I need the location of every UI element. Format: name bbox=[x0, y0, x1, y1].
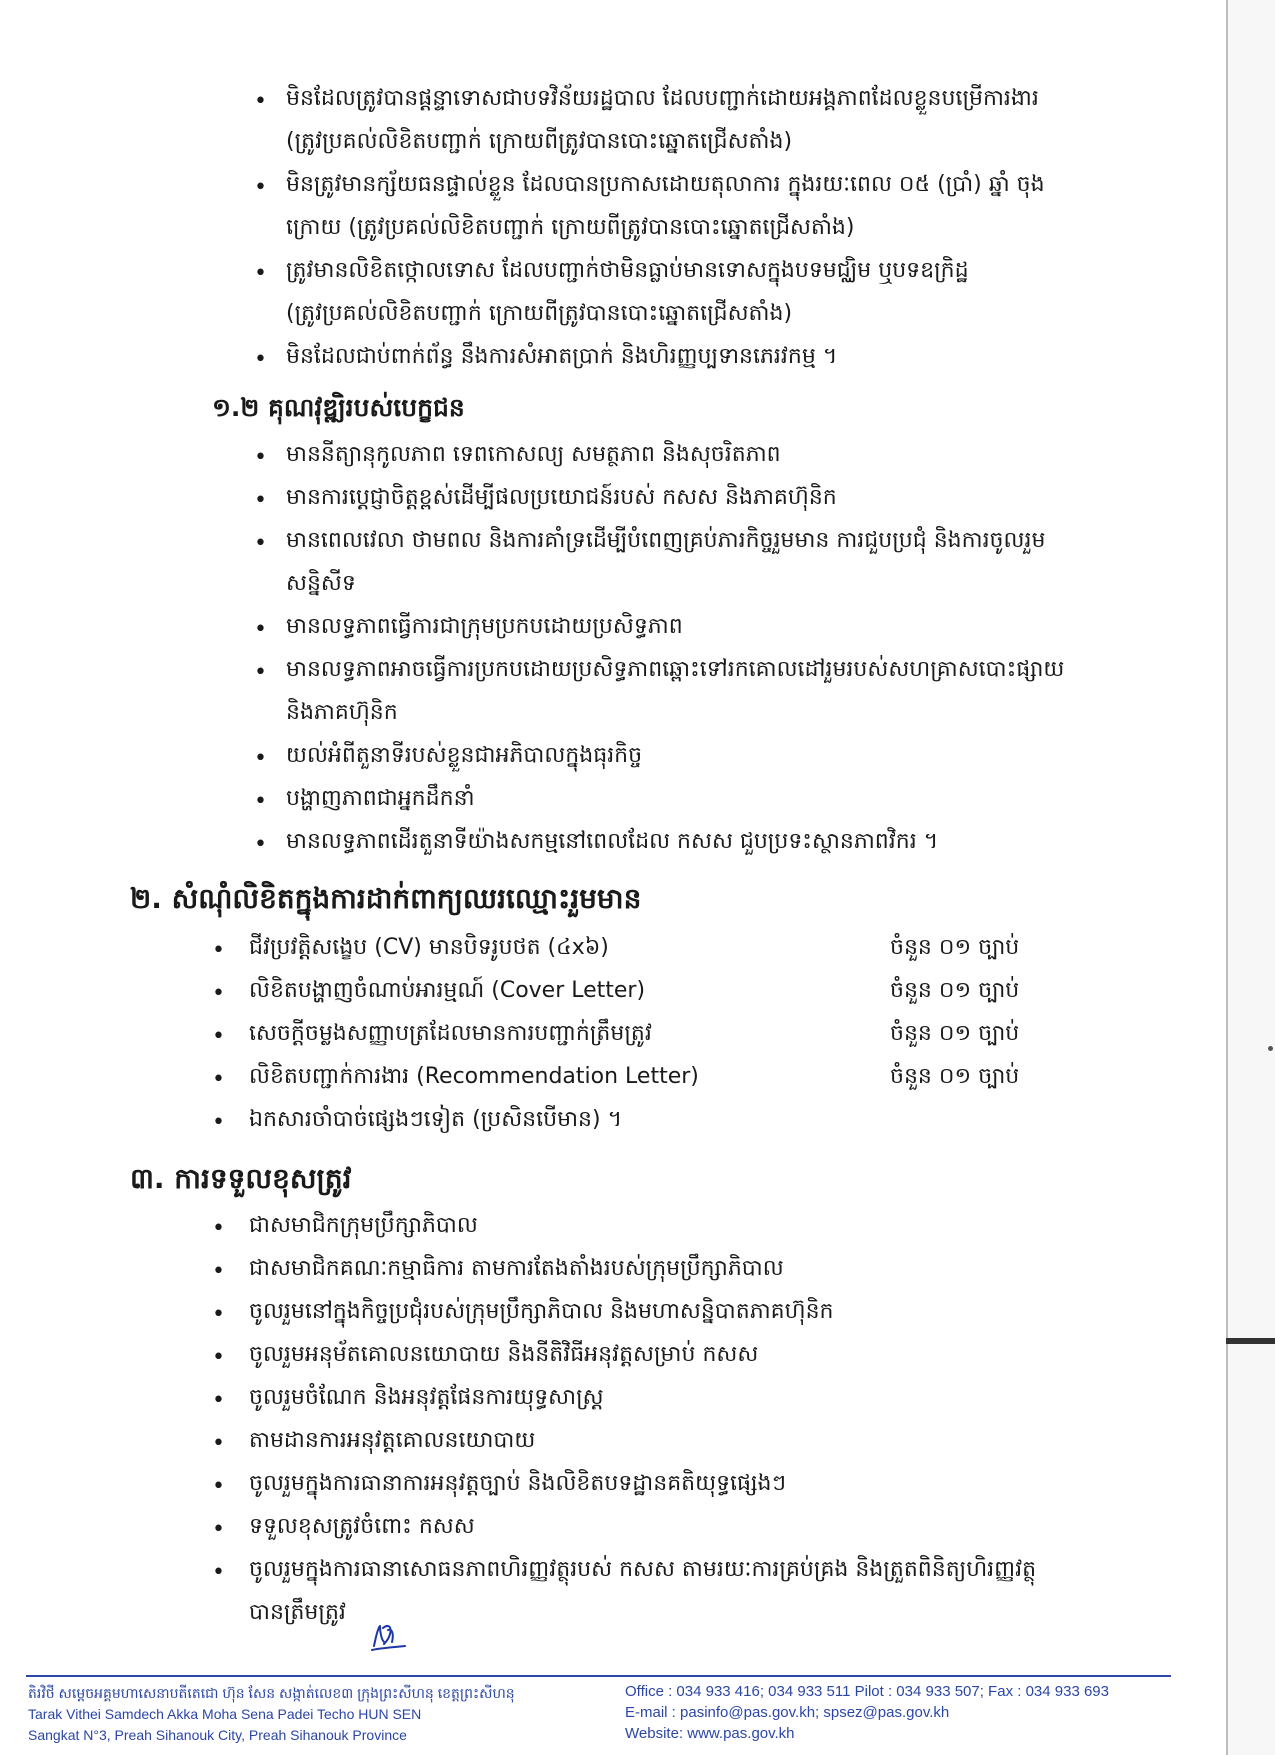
footer-divider bbox=[26, 1675, 1171, 1677]
list-item-text: ចូលរួមក្នុងការធានាសោធនភាពហិរញ្ញវត្ថុរបស់ កសស តាមរយៈការគ្រប់គ្រង និងត្រួតពិនិត្យហិរញ្ញវត្ថុ bbox=[249, 1557, 1037, 1582]
bullet: • bbox=[212, 1067, 225, 1092]
list-item-text: មានលទ្ធភាពអាចធ្វើការប្រកបដោយប្រសិទ្ធភាពឆ្ពោះទៅរកគោលដៅរួមរបស់សហគ្រាសបោះផ្សាយ bbox=[286, 657, 1065, 682]
bullet: • bbox=[254, 89, 267, 114]
bullet: • bbox=[254, 789, 267, 814]
list-item-text: ក្រោយ (ត្រូវប្រគល់លិខិតបញ្ជាក់ ក្រោយពីត្រូវបានបោះឆ្នោតជ្រើសតាំង) bbox=[286, 215, 855, 240]
list-item-text: សន្និសីទ bbox=[286, 571, 356, 596]
bullet: • bbox=[254, 261, 267, 286]
bullet: • bbox=[254, 445, 267, 470]
list-item-text: ជាសមាជិកគណៈកម្មាធិការ តាមការតែងតាំងរបស់ក្រុមប្រឹក្សាភិបាល bbox=[249, 1256, 784, 1281]
list-item-text: ជីវប្រវត្តិសង្ខេប (CV) មានបិទរូបថត (៤x៦) bbox=[249, 935, 609, 960]
list-item-text: បង្ហាញភាពជាអ្នកដឹកនាំ bbox=[286, 786, 475, 811]
list-item-text: ចូលរួមអនុម័តគោលនយោបាយ និងនីតិវិធីអនុវត្តសម្រាប់ កសស bbox=[249, 1342, 759, 1367]
bullet: • bbox=[212, 1388, 225, 1413]
document-quantity: ចំនួន ០១ ច្បាប់ bbox=[890, 1021, 1020, 1046]
bullet: • bbox=[254, 746, 267, 771]
bullet: • bbox=[254, 531, 267, 556]
bullet: • bbox=[254, 832, 267, 857]
bullet: • bbox=[254, 347, 267, 372]
list-item-text: ចូលរួមនៅក្នុងកិច្ចប្រជុំរបស់ក្រុមប្រឹក្សាភិបាល និងមហាសន្និបាតភាគហ៊ុនិក bbox=[249, 1299, 834, 1324]
list-item-text: មិនត្រូវមានក្ស័យធនផ្ទាល់ខ្លួន ដែលបានប្រកាសដោយតុលាការ ក្នុងរយៈពេល ០៥ (ប្រាំ) ឆ្នាំ ចុង bbox=[286, 172, 1045, 197]
list-item-text: មានលទ្ធភាពធ្វើការជាក្រុមប្រកបដោយប្រសិទ្ធភាព bbox=[286, 614, 683, 639]
list-item-text: ត្រូវមានលិខិតថ្កោលទោស ដែលបញ្ជាក់ថាមិនធ្លាប់មានទោសក្នុងបទមជ្ឈិម ឬបទឧក្រិដ្ឋ bbox=[286, 258, 969, 283]
list-item-text: មិនដែលជាប់ពាក់ព័ន្ធ នឹងការសំអាតប្រាក់ និងហិរញ្ញប្បទានភេរវកម្ម ។ bbox=[286, 344, 838, 369]
section-heading-2: ២. សំណុំលិខិតក្នុងការដាក់ពាក្យឈរឈ្មោះរួមមាន bbox=[130, 882, 642, 915]
list-item-text: មិនដែលត្រូវបានផ្តន្ទាទោសជាបទវិន័យរដ្ឋបាល ដែលបញ្ជាក់ដោយអង្គភាពដែលខ្លួនបម្រើការងារ bbox=[286, 86, 1039, 111]
list-item-text: ជាសមាជិកក្រុមប្រឹក្សាភិបាល bbox=[249, 1213, 478, 1238]
list-item-text: លិខិតបង្ហាញចំណាប់អារម្មណ៍ (Cover Letter) bbox=[249, 978, 646, 1003]
list-item-text: ឯកសារចាំបាច់ផ្សេងៗទៀត (ប្រសិនបើមាន) ។ bbox=[249, 1107, 623, 1132]
bullet: • bbox=[212, 1517, 225, 1542]
document-quantity: ចំនួន ០១ ច្បាប់ bbox=[890, 935, 1020, 960]
bullet: • bbox=[212, 1345, 225, 1370]
section-heading-3: ៣. ការទទួលខុសត្រូវ bbox=[130, 1162, 352, 1195]
bullet: • bbox=[212, 1024, 225, 1049]
list-item-text: មានលទ្ធភាពដើរតួនាទីយ៉ាងសកម្មនៅពេលដែល កសស ជួបប្រទះស្ថានភាពវិករ ។ bbox=[286, 829, 939, 854]
bullet: • bbox=[212, 1110, 225, 1135]
scanner-edge-mark bbox=[1226, 1338, 1275, 1344]
bullet: • bbox=[212, 1259, 225, 1284]
handwritten-initials bbox=[368, 1620, 408, 1654]
bullet: • bbox=[212, 1431, 225, 1456]
footer-address-line-1: Tarak Vithei Samdech Akka Moha Sena Padei Techo HUN SEN bbox=[28, 1706, 422, 1722]
bullet: • bbox=[254, 488, 267, 513]
list-item-text: (ត្រូវប្រគល់លិខិតបញ្ជាក់ ក្រោយពីត្រូវបានបោះឆ្នោតជ្រើសតាំង) bbox=[286, 301, 793, 326]
list-item-text: និងភាគហ៊ុនិក bbox=[286, 700, 398, 725]
section-heading-1-2: ១.២ គុណវុឌ្ឍិរបស់បេក្ខជន bbox=[212, 393, 465, 422]
footer-address-line-2: Sangkat N°3, Preah Sihanouk City, Preah Sihanouk Province bbox=[28, 1727, 407, 1743]
list-item-text: មានការប្តេជ្ញាចិត្តខ្ពស់ដើម្បីផលប្រយោជន៍របស់ កសស និងភាគហ៊ុនិក bbox=[286, 485, 837, 510]
bullet: • bbox=[212, 981, 225, 1006]
bullet: • bbox=[254, 660, 267, 685]
bullet: • bbox=[254, 617, 267, 642]
footer-address-khmer: តិរវិថី សម្តេចអគ្គមហាសេនាបតីតេជោ ហ៊ុន សែន សង្កាត់លេខ៣ ក្រុងព្រះសីហនុ ខេត្តព្រះសីហនុ bbox=[28, 1685, 515, 1701]
list-item-text: បានត្រឹមត្រូវ bbox=[249, 1600, 346, 1625]
list-item-text: លិខិតបញ្ជាក់ការងារ (Recommendation Letter) bbox=[249, 1064, 699, 1089]
list-item-text: ចូលរួមចំណែក និងអនុវត្តផែនការយុទ្ធសាស្ត្រ bbox=[249, 1385, 604, 1410]
list-item-text: (ត្រូវប្រគល់លិខិតបញ្ជាក់ ក្រោយពីត្រូវបានបោះឆ្នោតជ្រើសតាំង) bbox=[286, 129, 793, 154]
footer-phone-fax: Office : 034 933 416; 034 933 511 Pilot : 034 933 507; Fax : 034 933 693 bbox=[625, 1683, 1109, 1700]
list-item-text: ទទួលខុសត្រូវចំពោះ កសស bbox=[249, 1514, 475, 1539]
scanner-edge bbox=[1226, 0, 1275, 1755]
bullet: • bbox=[254, 175, 267, 200]
list-item-text: សេចក្តីចម្លងសញ្ញាបត្រដែលមានការបញ្ជាក់ត្រឹមត្រូវ bbox=[249, 1021, 652, 1046]
list-item-text: តាមដានការអនុវត្តគោលនយោបាយ bbox=[249, 1428, 536, 1453]
footer-website: Website: www.pas.gov.kh bbox=[625, 1725, 795, 1742]
list-item-text: ចូលរួមក្នុងការធានាការអនុវត្តច្បាប់ និងលិខិតបទដ្ឋានគតិយុទ្ធផ្សេងៗ bbox=[249, 1471, 787, 1496]
document-quantity: ចំនួន ០១ ច្បាប់ bbox=[890, 978, 1020, 1003]
scanner-edge-dot bbox=[1268, 1046, 1273, 1051]
list-item-text: យល់អំពីតួនាទីរបស់ខ្លួនជាអភិបាលក្នុងធុរកិច្ច bbox=[286, 743, 643, 768]
bullet: • bbox=[212, 938, 225, 963]
footer-email: E-mail : pasinfo@pas.gov.kh; spsez@pas.gov.kh bbox=[625, 1704, 950, 1721]
document-quantity: ចំនួន ០១ ច្បាប់ bbox=[890, 1064, 1020, 1089]
list-item-text: មានពេលវេលា ថាមពល និងការគាំទ្រដើម្បីបំពេញគ្រប់ភារកិច្ចរួមមាន ការជួបប្រជុំ និងការចូលរួម bbox=[286, 528, 1046, 553]
bullet: • bbox=[212, 1302, 225, 1327]
bullet: • bbox=[212, 1560, 225, 1585]
bullet: • bbox=[212, 1474, 225, 1499]
bullet: • bbox=[212, 1216, 225, 1241]
list-item-text: មាននីត្យានុកូលភាព ទេពកោសល្យ សមត្ថភាព និងសុចរិតភាព bbox=[286, 442, 781, 467]
